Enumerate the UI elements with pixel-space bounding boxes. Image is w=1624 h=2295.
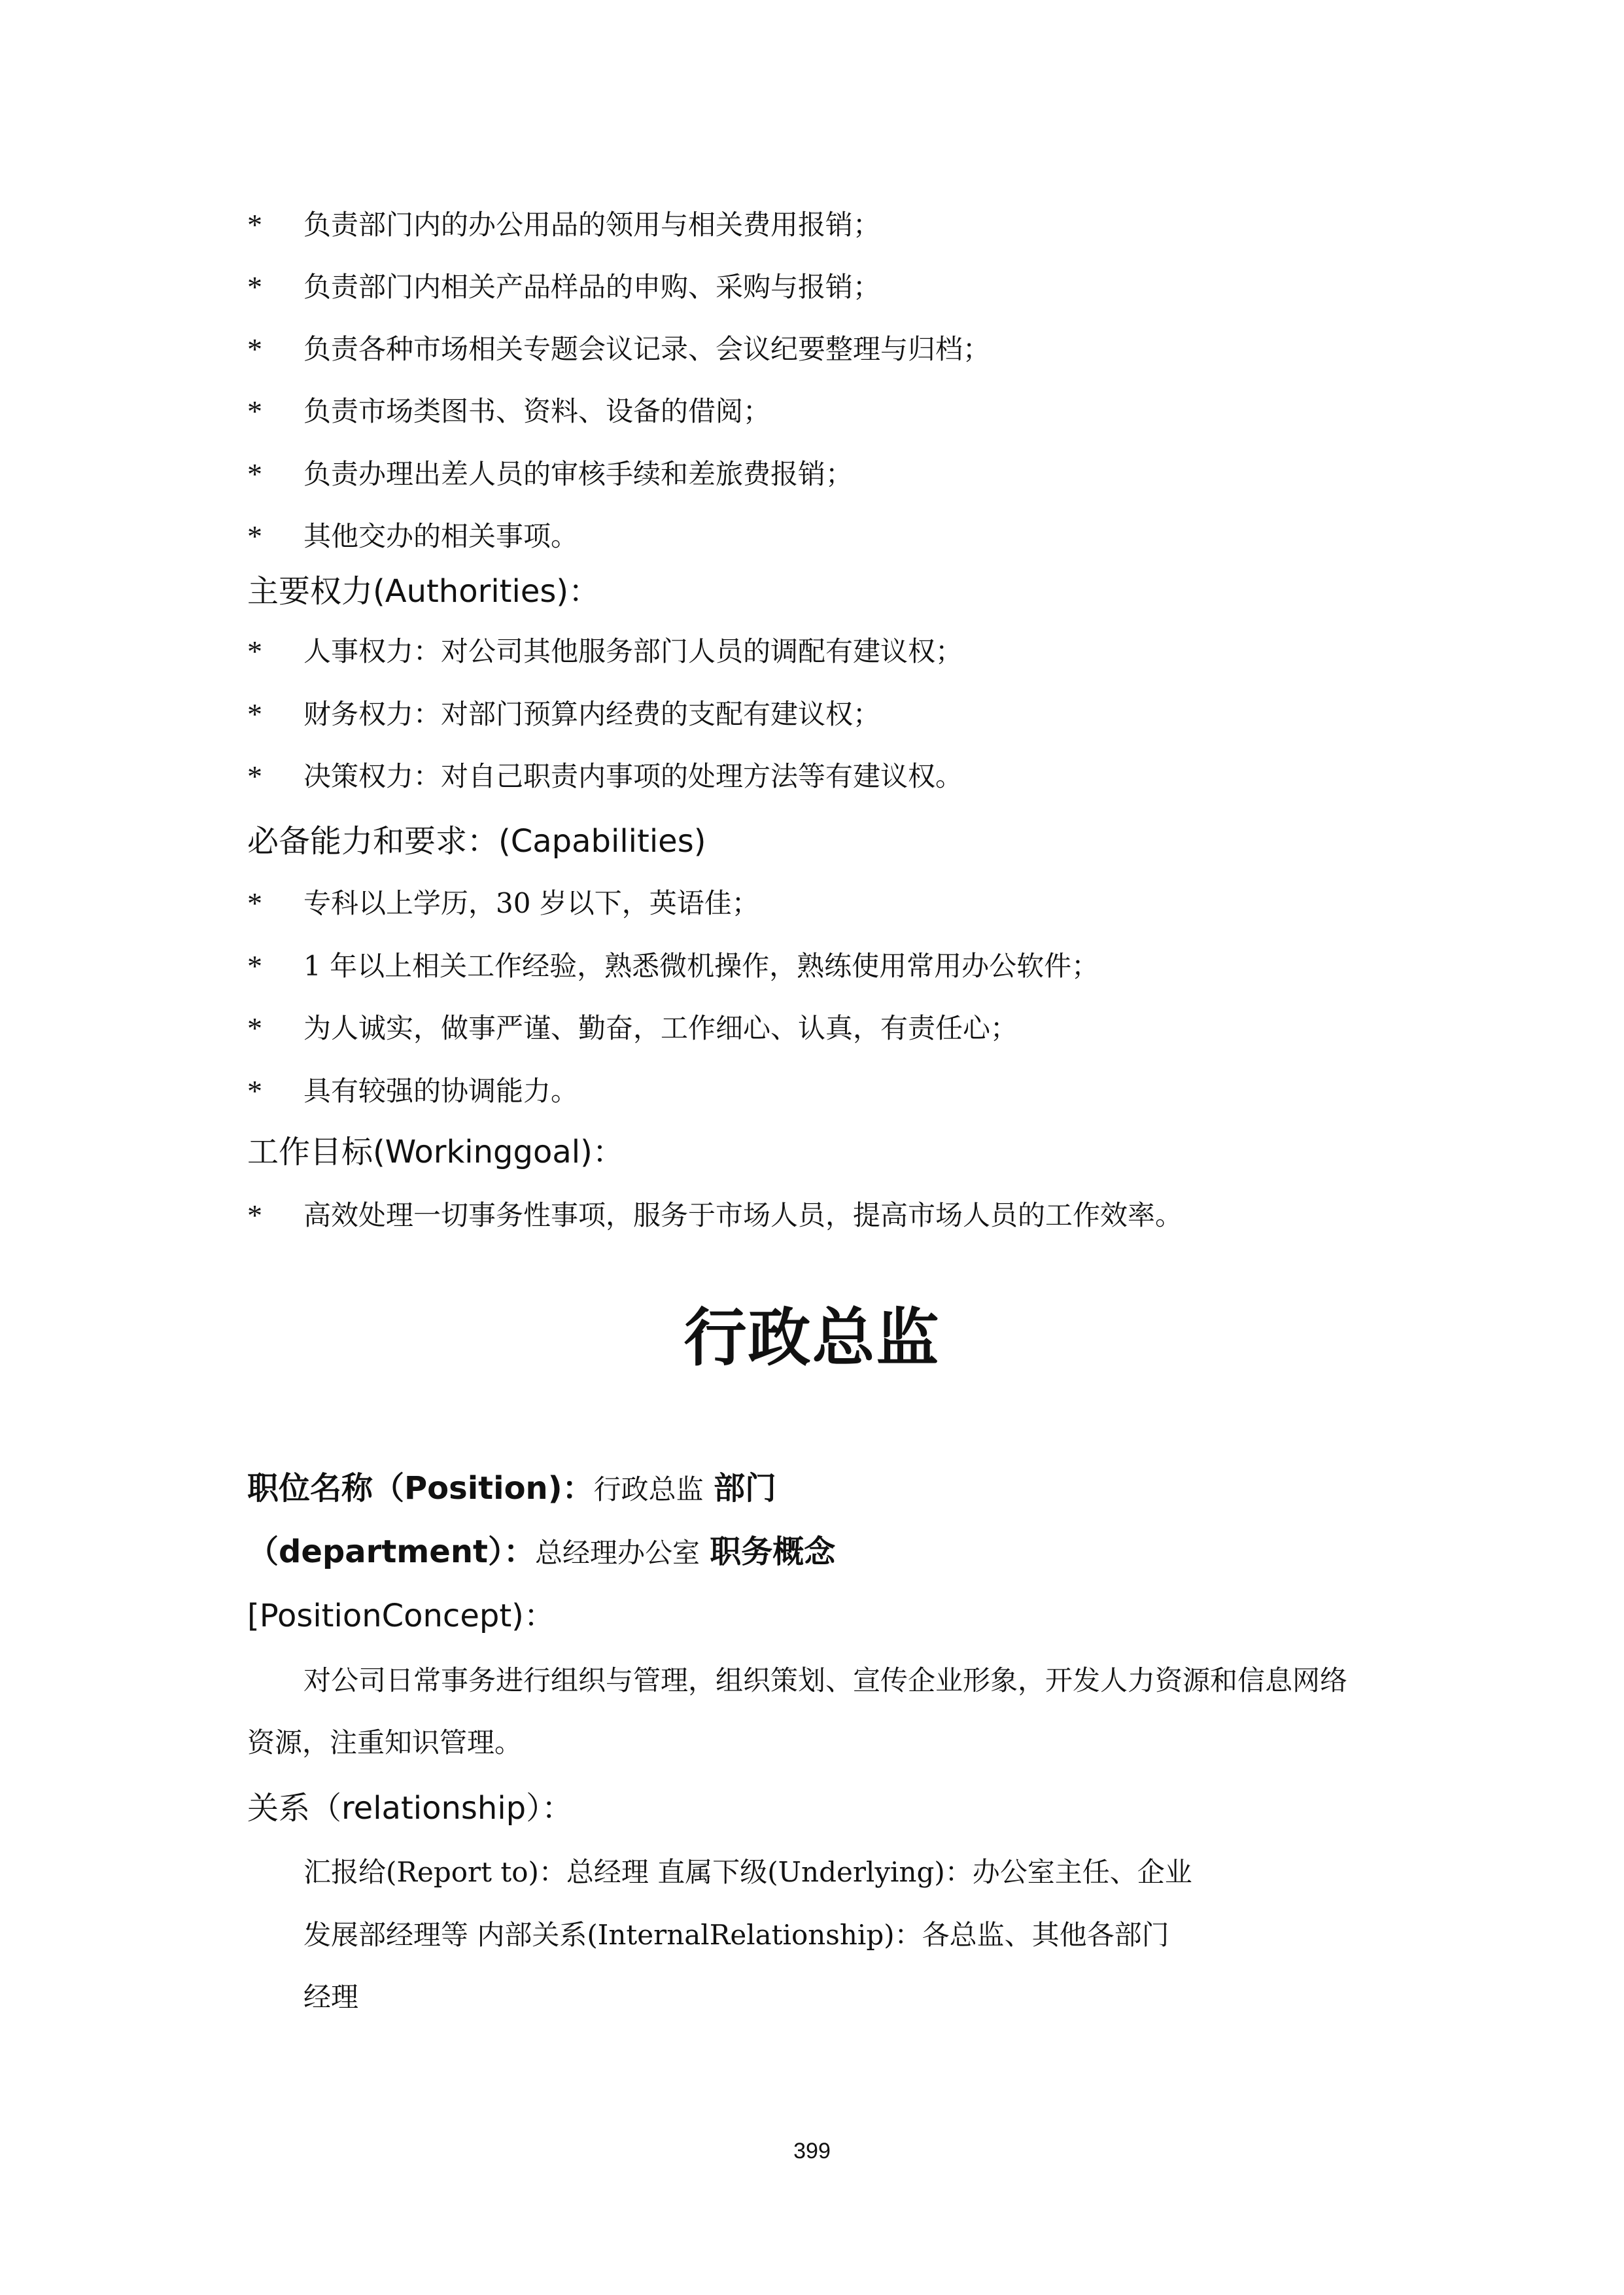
authority-item: 财务权力：对部门预算内经费的支配有建议权； [303, 698, 881, 730]
duty-item: 负责办理出差人员的审核手续和差旅费报销； [303, 458, 854, 490]
bullet-star: * [247, 1011, 262, 1045]
capability-item: 具有较强的协调能力。 [303, 1075, 579, 1107]
bullet-star: * [247, 519, 262, 553]
position-value: 行政总监 [593, 1473, 704, 1505]
bullet-star: * [247, 208, 262, 241]
position-concept-text: 资源，注重知识管理。 [247, 1726, 523, 1759]
position-concept-text: 对公司日常事务进行组织与管理，组织策划、宣传企业形象，开发人力资源和信息网络 [303, 1664, 1348, 1696]
position-label: 职位名称（Position)： [247, 1470, 594, 1507]
relationship-text: 汇报给(Report to)：总经理 直属下级(Underlying)：办公室主任、企业 [303, 1856, 1192, 1888]
position-line [247, 1469, 776, 1509]
bullet-star: * [247, 635, 262, 668]
bullet-star: * [247, 949, 262, 983]
duty-item: 负责部门内相关产品样品的申购、采购与报销； [303, 271, 881, 303]
bullet-star: * [247, 697, 262, 731]
relationship-text: 发展部经理等 内部关系(InternalRelationship)：各总监、其他各部门 [303, 1919, 1169, 1951]
page-number: 399 [793, 2139, 831, 2164]
duty-item: 负责各种市场相关专题会议记录、会议纪要整理与归档； [303, 333, 991, 365]
bullet-star: * [247, 332, 262, 366]
department-line [247, 1532, 835, 1573]
authorities-heading: 主要权力(Authorities)： [247, 573, 600, 610]
duty-item: 其他交办的相关事项。 [303, 520, 579, 552]
authority-item: 人事权力：对公司其他服务部门人员的调配有建议权； [303, 635, 963, 667]
capability-item: 为人诚实，做事严谨、勤奋，工作细心、认真，有责任心； [303, 1012, 1018, 1044]
working-goal-heading: 工作目标(Workinggoal)： [247, 1134, 624, 1170]
duty-item: 负责市场类图书、资料、设备的借阅； [303, 395, 771, 427]
section-title: 行政总监 [683, 1301, 941, 1375]
working-goal-item: 高效处理一切事务性事项，服务于市场人员，提高市场人员的工作效率。 [303, 1199, 1183, 1231]
bullet-star: * [247, 457, 262, 491]
relationship-heading: 关系（relationship）： [247, 1790, 574, 1827]
department-value: 总经理办公室 [534, 1537, 700, 1569]
capability-item: 1 年以上相关工作经验，熟悉微机操作，熟练使用常用办公软件； [303, 950, 1099, 982]
authority-item: 决策权力：对自己职责内事项的处理方法等有建议权。 [303, 760, 963, 792]
department-label-en: （department）： [247, 1533, 535, 1570]
bullet-star: * [247, 270, 262, 304]
position-concept-label-en: [PositionConcept)： [247, 1598, 555, 1634]
department-label: 部门 [713, 1470, 776, 1507]
position-concept-label: 职务概念 [710, 1533, 836, 1570]
bullet-star: * [247, 886, 262, 920]
bullet-star: * [247, 394, 262, 428]
relationship-text: 经理 [303, 1981, 359, 2013]
capability-item: 专科以上学历，30 岁以下，英语佳； [303, 887, 759, 919]
capabilities-heading: 必备能力和要求：(Capabilities) [247, 823, 706, 860]
duty-item: 负责部门内的办公用品的领用与相关费用报销； [303, 209, 881, 241]
bullet-star: * [247, 760, 262, 793]
bullet-star: * [247, 1199, 262, 1232]
bullet-star: * [247, 1074, 262, 1108]
